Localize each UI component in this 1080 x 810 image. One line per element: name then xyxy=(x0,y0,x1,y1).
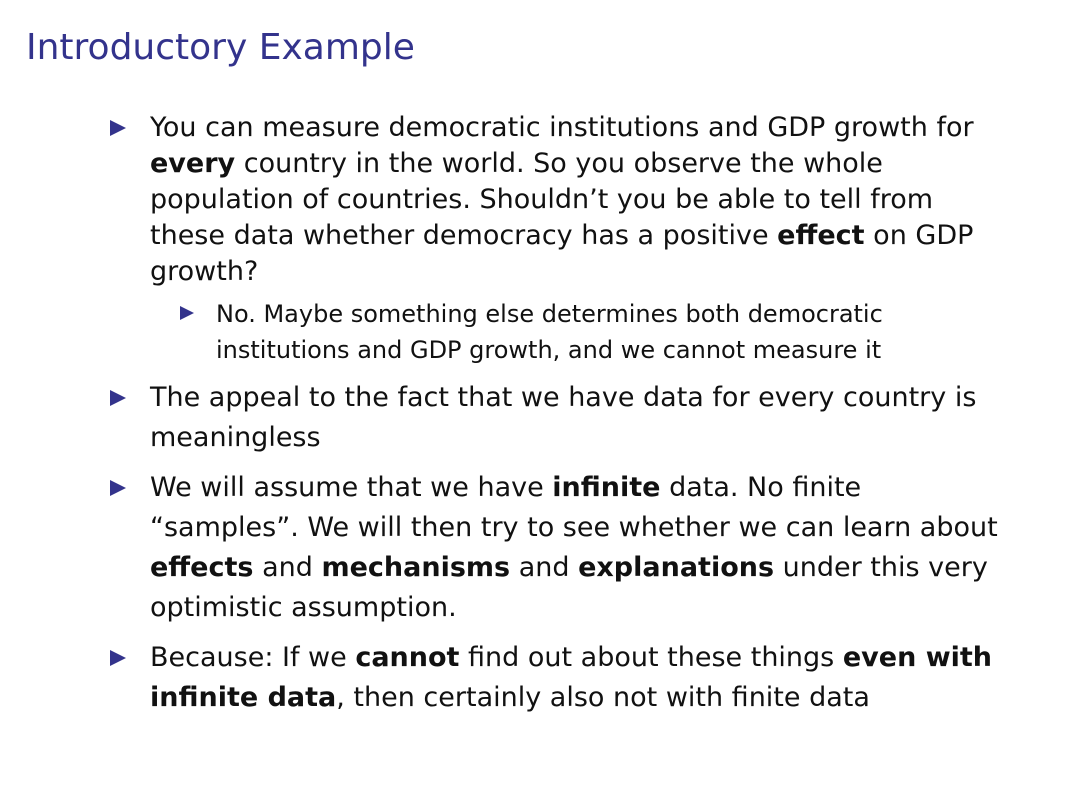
bullet-text: under this very optimistic assumption. xyxy=(150,552,988,623)
sub-bullet-list xyxy=(150,296,1008,368)
bullet-text: Because: If we xyxy=(150,642,356,673)
slide-title: Introductory Example xyxy=(26,27,415,68)
bullet-text: and xyxy=(510,552,579,583)
bullet-text: We will assume that we have xyxy=(150,472,553,503)
bullet-text: data. No finite “samples”. We will then try to see whether we can learn about xyxy=(150,472,998,543)
bullet-list xyxy=(108,110,1008,728)
bullet-text-bold: every xyxy=(150,148,236,179)
bullet-item xyxy=(108,110,1008,368)
bullet-item xyxy=(108,638,1008,718)
bullet-text-bold: mechanisms xyxy=(321,552,511,583)
bullet-text-bold: even with infinite data xyxy=(150,642,993,713)
bullet-text-bold: cannot xyxy=(355,642,460,673)
bullet-text-bold: explanations xyxy=(578,552,775,583)
bullet-text: You can measure democratic institutions and GDP growth for xyxy=(150,112,974,143)
bullet-text-bold: effects xyxy=(150,552,254,583)
bullet-text: on GDP growth? xyxy=(150,220,974,287)
bullet-text: The appeal to the fact that we have data for every country is meaningless xyxy=(150,382,977,453)
sub-bullet-item xyxy=(176,296,1008,368)
bullet-text: and xyxy=(253,552,322,583)
sub-bullet-text: No. Maybe something else determines both democratic institutions and GDP growth, and we cannot measure it xyxy=(216,300,883,364)
bullet-text-bold: effect xyxy=(777,220,865,251)
bullet-text: find out about these things xyxy=(459,642,843,673)
bullet-text: country in the world. So you observe the whole population of countries. Shouldn’t you be able to tell from these data whether democracy has a positive xyxy=(150,148,934,251)
bullet-text: , then certainly also not with finite data xyxy=(336,682,870,713)
bullet-item xyxy=(108,468,1008,628)
bullet-item xyxy=(108,378,1008,458)
bullet-text-bold: infinite xyxy=(552,472,661,503)
